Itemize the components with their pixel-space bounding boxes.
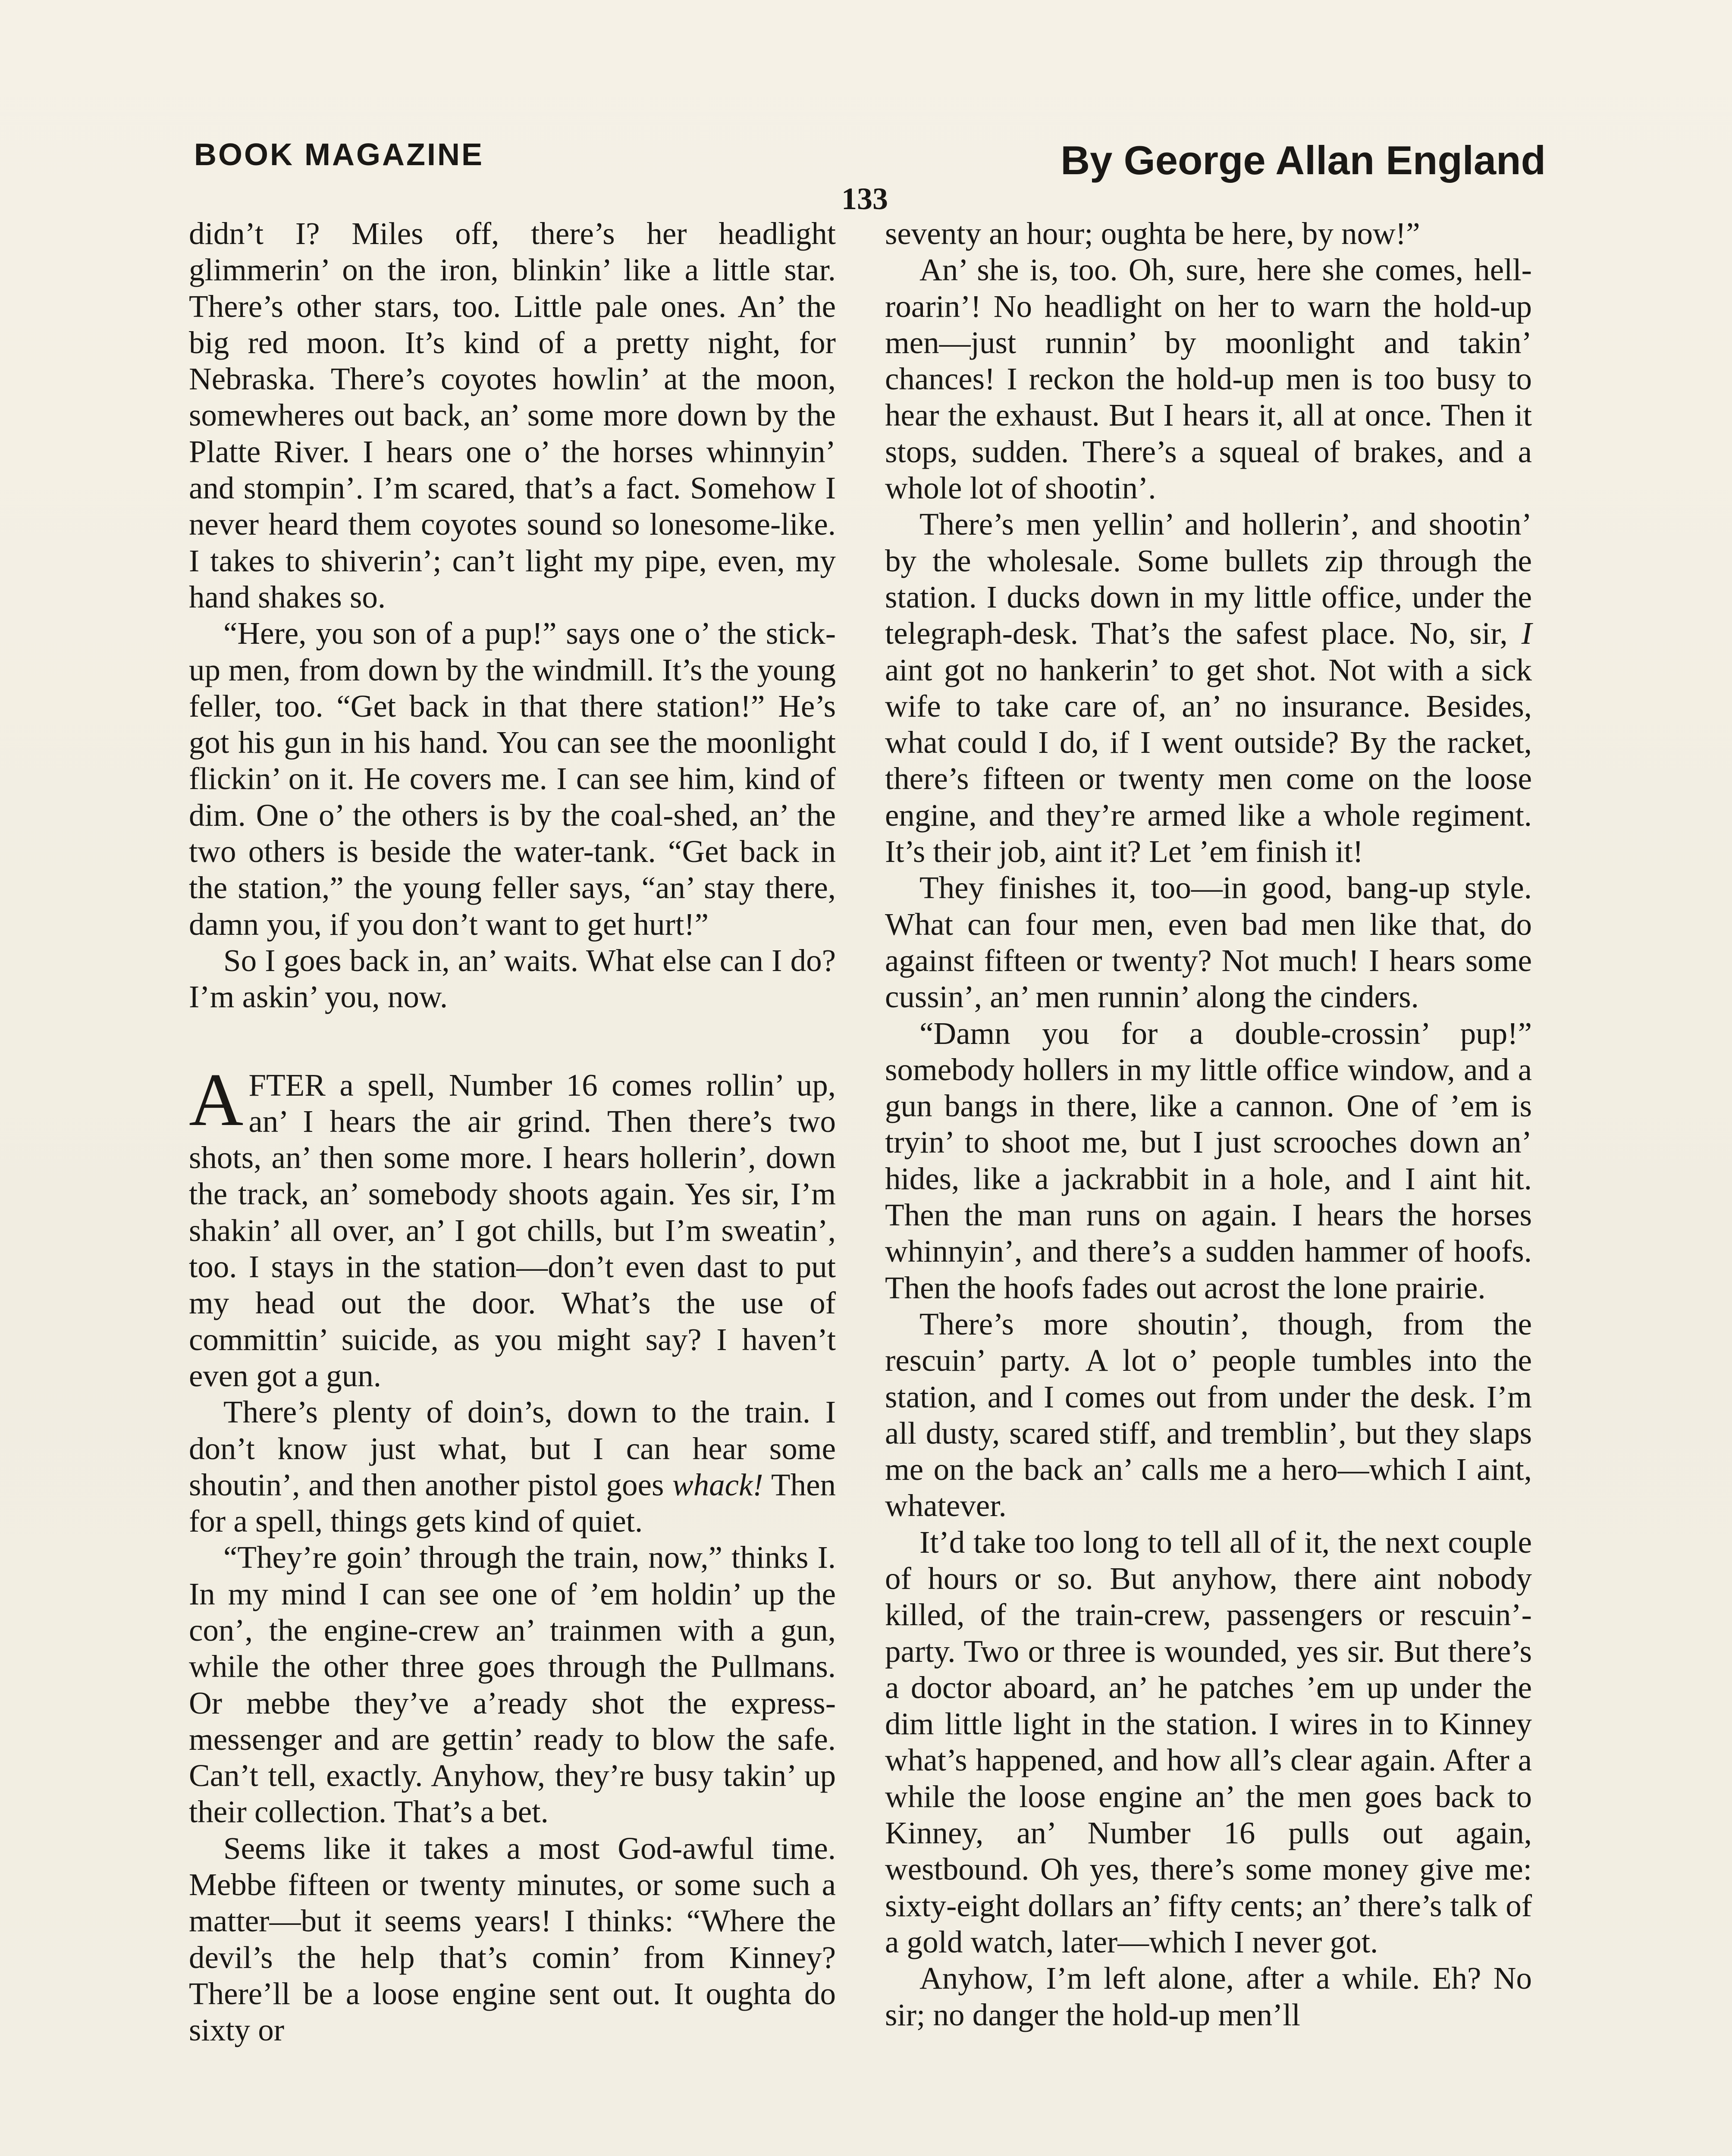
paragraph: didn’t I? Miles off, there’s her headlight glimmerin’ on the iron, blinkin’ like a little star. There’s other stars, too. Little pale ones. An’ the big red moon. It’s kind of a pretty night, for Nebraska. There’s coyotes howlin’ at the moon, somewheres out back, an’ some more down by the Platte River. I hears one o’ the horses whinnyin’ and stompin’. I’m scared, that’s a fact. Somehow I never heard them coyotes sound so lonesome-like. I takes to shiverin’; can’t light my pipe, even, my hand shakes so. bbox=[189, 216, 836, 614]
paragraph-text: FTER a spell, Number 16 comes rollin’ up, an’ I hears the air grind. Then there’s two shots, an’ then some more. I hears hollerin’, down the track, an’ somebody shoots again. Yes sir, I’m shakin’ all over, an’ I got chills, but I’m sweatin’, too. I stays in the station—don’t even dast to put my head out the door. What’s the use of committin’ suicide, as you might say? I haven’t even got a gun. bbox=[189, 1067, 836, 1393]
paragraph-text: There’s plenty of doin’s, down to the train. I don’t know just what, but I can hear some shoutin’, and then another pistol goes bbox=[189, 1395, 836, 1502]
author-byline: By George Allan England bbox=[1061, 138, 1546, 183]
paragraph: “Damn you for a double-crossin’ pup!” somebody hollers in my little office window, and a gun bangs in there, like a cannon. One of ’em is tryin’ to shoot me, but I just scrooches down an’ hides, like a jackrabbit in a hole, and I aint hit. Then the man runs on again. I hears the horses whinnyin’, and there’s a sudden hammer of hoofs. Then the hoofs fades out acrost the lone prairie. bbox=[885, 1015, 1532, 1305]
paragraph: Seems like it takes a most God-awful time. Mebbe fifteen or twenty minutes, or some such a matter—but it seems years! I thinks: “Where the devil’s the help that’s comin’ from Kinney? There’ll be a loose engine sent out. It oughta do sixty or bbox=[189, 1830, 836, 2048]
paragraph: There’s more shoutin’, though, from the rescuin’ party. A lot o’ people tumbles into the station, and I comes out from under the desk. I’m all dusty, scared stiff, and tremblin’, but they slaps me on the back an’ calls me a hero—which I aint, whatever. bbox=[885, 1306, 1532, 1523]
paragraph: Anyhow, I’m left alone, after a while. Eh? No sir; no danger the hold-up men’ll bbox=[885, 1961, 1532, 2032]
paragraph: “Here, you son of a pup!” says one o’ the stick-up men, from down by the windmill. It’s the young feller, too. “Get back in that there station!” He’s got his gun in his hand. You can see the moonlight flickin’ on it. He covers me. I can see him, kind of dim. One o’ the others is by the coal-shed, an’ the two others is beside the water-tank. “Get back in the station,” the young feller says, “an’ stay there, damn you, if you don’t want to get hurt!” bbox=[189, 616, 836, 942]
emphasis-text: whack! bbox=[672, 1467, 763, 1502]
paragraph-text: There’s men yellin’ and hollerin’, and shootin’ by the wholesale. Some bullets zip through the station. I ducks down in my little office, under the telegraph-desk. That’s the safest place. No, sir, bbox=[885, 507, 1532, 651]
text-column-right bbox=[885, 216, 1532, 2033]
magazine-title: BOOK MAGAZINE bbox=[194, 138, 484, 172]
text-column-left bbox=[189, 216, 836, 2049]
paragraph: It’d take too long to tell all of it, the next couple of hours or so. But anyhow, there aint nobody killed, of the train-crew, passengers or rescuin’-party. Two or three is wounded, yes sir. But there’s a doctor aboard, an’ he patches ’em up under the dim little light in the station. I wires in to Kinney what’s happened, and how all’s clear again. After a while the loose engine an’ the men goes back to Kinney, an’ Number 16 pulls out again, westbound. Oh yes, there’s some money give me: sixty-eight dollars an’ fifty cents; an’ there’s talk of a gold watch, later—which I never got. bbox=[885, 1524, 1532, 1959]
page-number: 133 bbox=[841, 182, 888, 216]
paragraph: seventy an hour; oughta be here, by now!” bbox=[885, 216, 1420, 251]
paragraph bbox=[885, 506, 1532, 870]
drop-cap: A bbox=[189, 1057, 244, 1141]
paragraph-text: aint got no hankerin’ to get shot. Not with a sick wife to take care of, an’ no insurance. Besides, what could I do, if I went outside? By the racket, there’s fifteen or twenty men come on the loose engine, and they’re armed like a whole regiment. It’s their job, aint it? Let ’em finish it! bbox=[885, 652, 1532, 869]
paragraph-section-start bbox=[189, 1057, 836, 1395]
section-break bbox=[189, 1015, 836, 1067]
paragraph: “They’re goin’ through the train, now,” thinks I. In my mind I can see one of ’em holdin’ up the con’, the engine-crew an’ trainmen with a gun, while the other three goes through the Pullmans. Or mebbe they’ve a’ready shot the express-messenger and are gettin’ ready to blow the safe. Can’t tell, exactly. Anyhow, they’re busy takin’ up their collection. That’s a bet. bbox=[189, 1540, 836, 1830]
paragraph bbox=[189, 1394, 836, 1539]
paragraph: They finishes it, too—in good, bang-up style. What can four men, even bad men like that, do against fifteen or twenty? Not much! I hears some cussin’, an’ men runnin’ along the cinders. bbox=[885, 870, 1532, 1015]
paragraph-text: Then for a spell, things gets kind of quiet. bbox=[189, 1467, 836, 1539]
paragraph: An’ she is, too. Oh, sure, here she comes, hell-roarin’! No headlight on her to warn the hold-up men—just runnin’ by moonlight and takin’ chances! I reckon the hold-up men is too busy to hear the exhaust. But I hears it, all at once. Then it stops, sudden. There’s a squeal of brakes, and a whole lot of shootin’. bbox=[885, 252, 1532, 506]
emphasis-text: I bbox=[1521, 616, 1532, 651]
paragraph: So I goes back in, an’ waits. What else can I do? I’m askin’ you, now. bbox=[189, 943, 836, 1015]
